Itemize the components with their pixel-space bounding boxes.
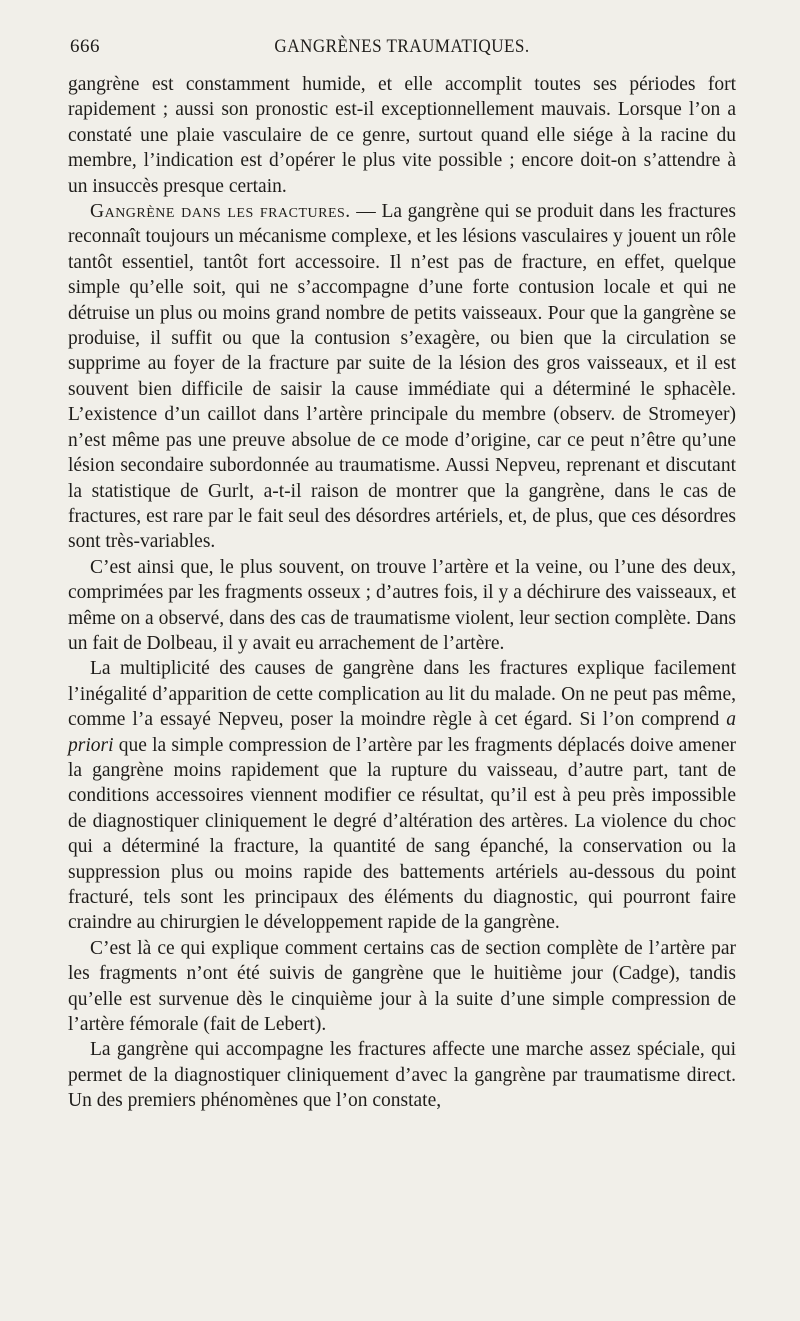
paragraph-text: La multiplicité des causes de gangrène dans les fractures explique facilement l’inégalité d’apparition de cette complication au lit du malade. On ne peut pas même, comme l’a essayé Nepveu, poser la moindre règle à cet égard. Si l’on comprend: [68, 658, 736, 731]
paragraph: C’est là ce qui explique comment certains cas de section complète de l’artère par les fragments n’ont été suivis de gangrène que le huitième jour (Cadge), tandis qu’elle est survenue dès le cinquième jour à la suite d’une simple compression de l’artère fémorale (fait de Lebert).: [68, 937, 736, 1036]
page-header: [68, 30, 736, 60]
italic-phrase: a priori: [68, 709, 736, 756]
page-number: 666: [70, 36, 100, 57]
paragraph: gangrène est constamment humide, et elle accomplit toutes ses périodes fort rapidement ; aussi son pronostic est-il exceptionnellement mauvais. Lorsque l’on a constaté une plaie vasculaire de ce genre, surtout quand elle siége à la racine du membre, l’indication est d’opérer le plus vite possible ; encore doit-on s’attendre à un insuccès presque certain.: [68, 74, 736, 197]
paragraph: [68, 656, 736, 935]
body-text: [68, 72, 736, 1114]
paragraph: La gangrène qui accompagne les fractures affecte une marche assez spéciale, qui permet de la diagnostiquer cliniquement d’avec la gangrène par traumatisme direct. Un des premiers phénomènes que l’on constate,: [68, 1039, 736, 1112]
section-heading: Gangrène dans les fractures.: [90, 201, 351, 223]
paragraph-text: — La gangrène qui se produit dans les fractures reconnaît toujours un mécanisme complexe, et les lésions vasculaires y jouent un rôle tantôt essentiel, tantôt fort accessoire. Il n’est pas de fracture, en effet, quelque simple qu’elle soit, qui ne s’accompagne d’une forte contusion locale et qui ne détruise un plus ou moins grand nombre de petits vaisseaux. Pour que la gangrène se produise, il suffit ou que la contusion s’exagère, ou bien que la circulation se supprime au foyer de la fracture par suite de la lésion des gros vaisseaux, et il est souvent bien difficile de saisir la cause immédiate qui a déterminé le sphacèle. L’existence d’un caillot dans l’artère principale du membre (observ. de Stromeyer) n’est même pas une preuve absolue de ce mode d’origine, car ce peut n’être qu’une lésion secondaire subordonnée au traumatisme. Aussi Nepveu, reprenant et discutant la statistique de Gurlt, a-t-il raison de montrer que la gangrène, dans le cas de fractures, est rare par le fait seul des désordres artériels, et, de plus, que ces désordres sont très-variables.: [68, 201, 737, 553]
running-title: GANGRÈNES TRAUMATIQUES.: [274, 36, 530, 57]
paragraph: [68, 199, 736, 555]
paragraph: C’est ainsi que, le plus souvent, on trouve l’artère et la veine, ou l’une des deux, comprimées par les fragments osseux ; d’autres fois, il y a déchirure des vaisseaux, et même on a observé, dans des cas de traumatisme violent, leur section complète. Dans un fait de Dolbeau, il y avait eu arrachement de l’artère.: [68, 556, 736, 654]
paragraph-text: que la simple compression de l’artère par les fragments déplacés doive amener la gangrène moins rapidement que la rupture du vaisseau, d’autre part, tant de conditions accessoires viennent modifier ce résultat, qu’il est à peu près impossible de diagnostiquer cliniquement le degré d’altération des artères. La violence du choc qui a déterminé la fracture, la quantité de sang épanché, la conservation ou la suppression plus ou moins rapide des battements artériels au-dessous du point fracturé, tels sont les principaux des éléments du diagnostic, qui pourront faire craindre au chirurgien le développement rapide de la gangrène.: [68, 734, 736, 934]
